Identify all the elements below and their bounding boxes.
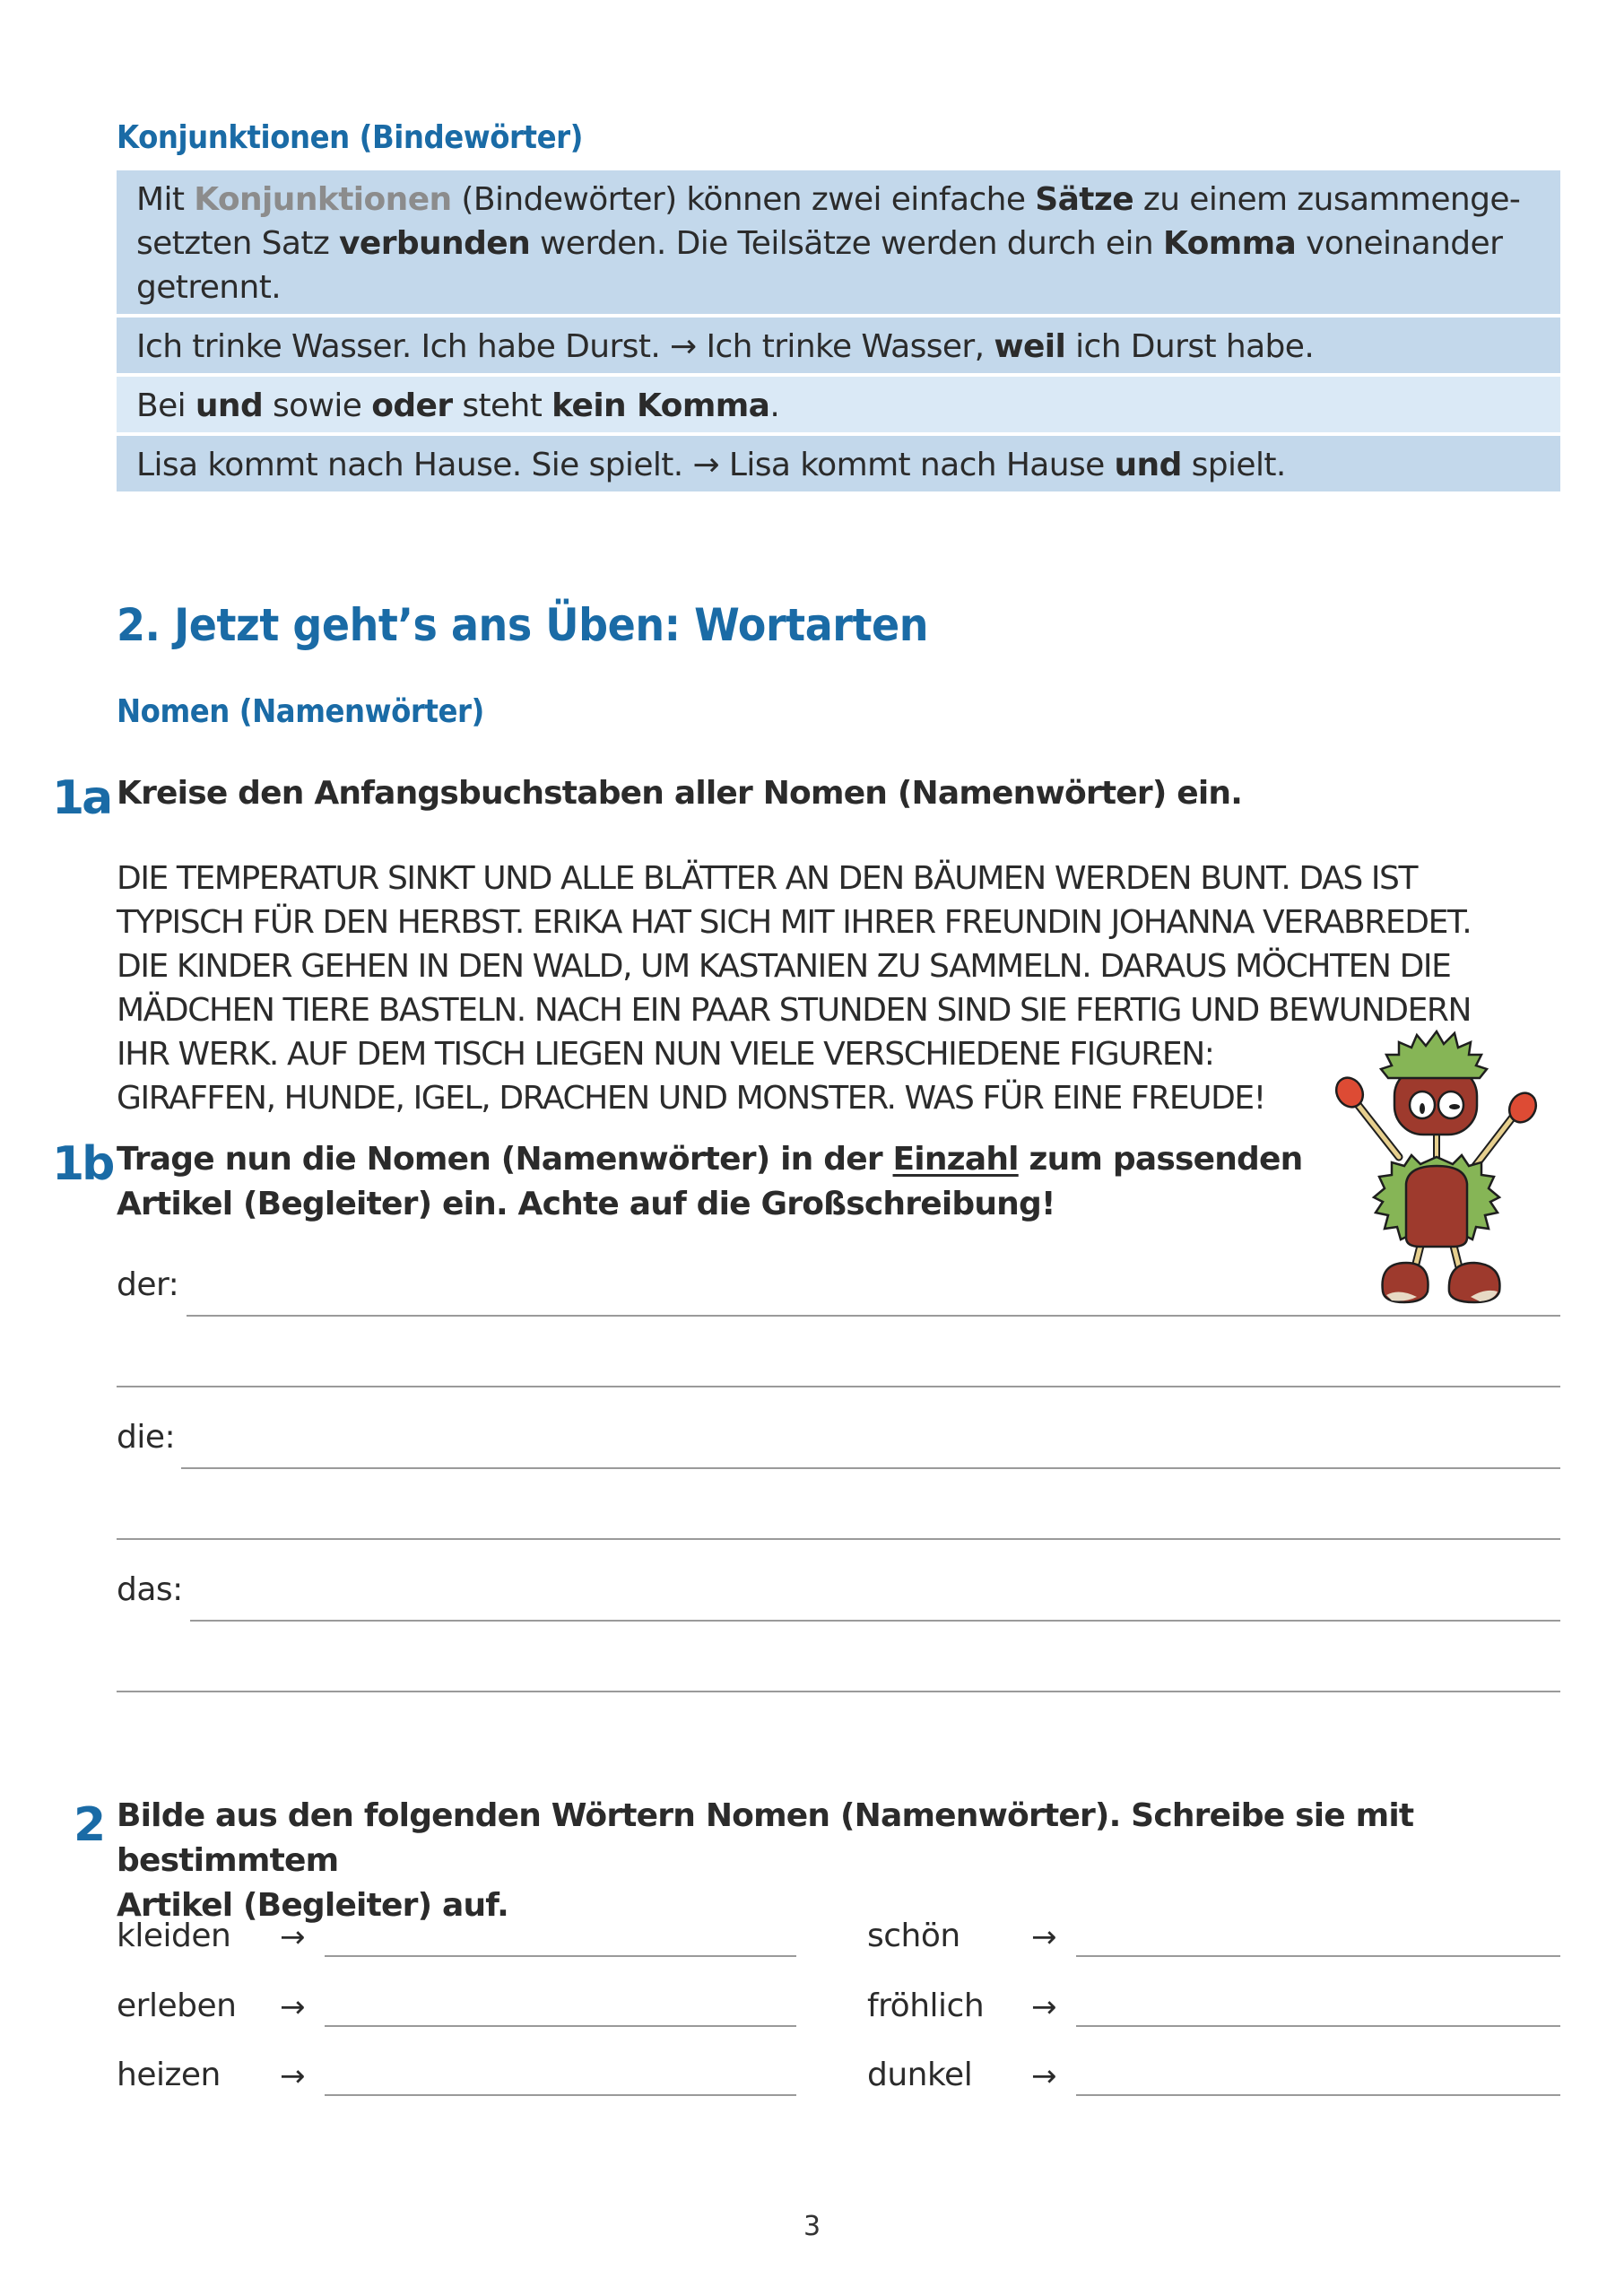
- term-konjunktionen: Konjunktionen: [194, 181, 452, 218]
- rule-text: zu einem zusammenge-: [1133, 181, 1521, 218]
- task-1a-instruction: Kreise den Anfangsbuchstaben aller Nomen (Namenwörter) ein.: [117, 775, 1243, 812]
- answer-line-das-2[interactable]: [117, 1691, 1560, 1692]
- article-label-der: der:: [117, 1266, 179, 1303]
- answer-line-erleben[interactable]: [325, 2025, 796, 2027]
- arrow-right-icon: →: [280, 1989, 306, 2025]
- answer-line-das-1[interactable]: [190, 1620, 1560, 1622]
- arrow-right-icon: →: [1031, 1919, 1057, 1955]
- answer-line-froehlich[interactable]: [1076, 2025, 1560, 2027]
- word-froehlich: fröhlich: [867, 1987, 985, 2024]
- rule-text: voneinander: [1296, 225, 1503, 262]
- bold-term: kein Komma: [551, 387, 770, 424]
- rule-text: werden. Die Teilsätze werden durch ein: [530, 225, 1163, 262]
- note-text: steht: [452, 387, 552, 424]
- article-label-das: das:: [117, 1571, 183, 1608]
- bold-term: und: [195, 387, 264, 424]
- task-1b-instruction: [117, 1137, 1302, 1227]
- note-text: sowie: [263, 387, 372, 424]
- arrow-right-icon: →: [280, 1919, 306, 1955]
- section-title: 2. Jetzt geht’s ans Üben: Wortarten: [117, 599, 929, 651]
- bold-term: oder: [371, 387, 453, 424]
- instruction-text: Artikel (Begleiter) auf.: [117, 1887, 509, 1924]
- rule-text: (Bindewörter) können zwei einfache: [451, 181, 1036, 218]
- example-text: spielt.: [1181, 447, 1286, 483]
- text-line[interactable]: DIE TEMPERATUR SINKT UND ALLE BLÄTTER AN DEN BÄUMEN WERDEN BUNT. DAS IST: [117, 860, 1418, 897]
- rule-text: getrennt.: [136, 269, 282, 306]
- conjunctions-heading: Konjunktionen (Bindewörter): [117, 119, 584, 156]
- answer-line-die-1[interactable]: [181, 1467, 1560, 1469]
- rule-text: setzten Satz: [136, 225, 340, 262]
- answer-line-kleiden[interactable]: [325, 1955, 796, 1957]
- example-text: Lisa kommt nach Hause. Sie spielt. → Lisa kommt nach Hause: [136, 447, 1115, 483]
- text-line[interactable]: TYPISCH FÜR DEN HERBST. ERIKA HAT SICH MIT IHRER FREUNDIN JOHANNA VERABREDET.: [117, 904, 1472, 941]
- instruction-text: zum passenden: [1018, 1141, 1303, 1178]
- text-line[interactable]: GIRAFFEN, HUNDE, IGEL, DRACHEN UND MONSTER. WAS FÜR EINE FREUDE!: [117, 1080, 1265, 1117]
- note-text: Bei: [136, 387, 195, 424]
- word-kleiden: kleiden: [117, 1918, 231, 1954]
- rule-row: [117, 170, 1560, 314]
- note-row: [117, 377, 1560, 432]
- word-heizen: heizen: [117, 2057, 221, 2093]
- instruction-text: Artikel (Begleiter) ein. Achte auf die Großschreibung!: [117, 1186, 1055, 1222]
- chestnut-figure-illustration: [1327, 1022, 1542, 1309]
- example-text: Ich trinke Wasser. Ich habe Durst. → Ich trinke Wasser,: [136, 328, 994, 365]
- bold-term: Komma: [1162, 225, 1297, 262]
- article-label-die: die:: [117, 1419, 176, 1456]
- task-2-instruction: [117, 1794, 1624, 1928]
- text-line[interactable]: MÄDCHEN TIERE BASTELN. NACH EIN PAAR STUNDEN SIND SIE FERTIG UND BEWUNDERN: [117, 992, 1472, 1029]
- note-text: .: [769, 387, 780, 424]
- page-number: 3: [803, 2211, 821, 2242]
- arrow-right-icon: →: [1031, 2058, 1057, 2094]
- word-dunkel: dunkel: [867, 2057, 973, 2093]
- rule-text: Mit: [136, 181, 195, 218]
- word-schoen: schön: [867, 1918, 960, 1954]
- example-row-und: [117, 436, 1560, 491]
- task-number-1a: 1a: [52, 771, 111, 825]
- word-erleben: erleben: [117, 1987, 237, 2024]
- bold-term: verbunden: [339, 225, 531, 262]
- bold-term: weil: [994, 328, 1066, 365]
- answer-line-der-2[interactable]: [117, 1386, 1560, 1387]
- text-line[interactable]: IHR WERK. AUF DEM TISCH LIEGEN NUN VIELE VERSCHIEDENE FIGUREN:: [117, 1036, 1214, 1073]
- instruction-text: Trage nun die Nomen (Namenwörter) in der: [117, 1141, 893, 1178]
- bold-term: und: [1114, 447, 1182, 483]
- example-row-weil: [117, 317, 1560, 373]
- underlined-einzahl: Einzahl: [892, 1141, 1019, 1178]
- answer-line-schoen[interactable]: [1076, 1955, 1560, 1957]
- answer-line-heizen[interactable]: [325, 2094, 796, 2096]
- answer-line-die-2[interactable]: [117, 1538, 1560, 1540]
- answer-line-der-1[interactable]: [187, 1315, 1560, 1317]
- task-number-1b: 1b: [52, 1137, 113, 1191]
- answer-line-dunkel[interactable]: [1076, 2094, 1560, 2096]
- task-number-2: 2: [74, 1798, 104, 1852]
- example-text: ich Durst habe.: [1065, 328, 1315, 365]
- arrow-right-icon: →: [1031, 1989, 1057, 2025]
- instruction-text: Bilde aus den folgenden Wörtern Nomen (Namenwörter). Schreibe sie mit bestimmtem: [117, 1797, 1414, 1879]
- bold-term: Sätze: [1035, 181, 1134, 218]
- text-line[interactable]: DIE KINDER GEHEN IN DEN WALD, UM KASTANIEN ZU SAMMELN. DARAUS MÖCHTEN DIE: [117, 948, 1451, 985]
- nomen-subheading: Nomen (Namenwörter): [117, 693, 484, 730]
- arrow-right-icon: →: [280, 2058, 306, 2094]
